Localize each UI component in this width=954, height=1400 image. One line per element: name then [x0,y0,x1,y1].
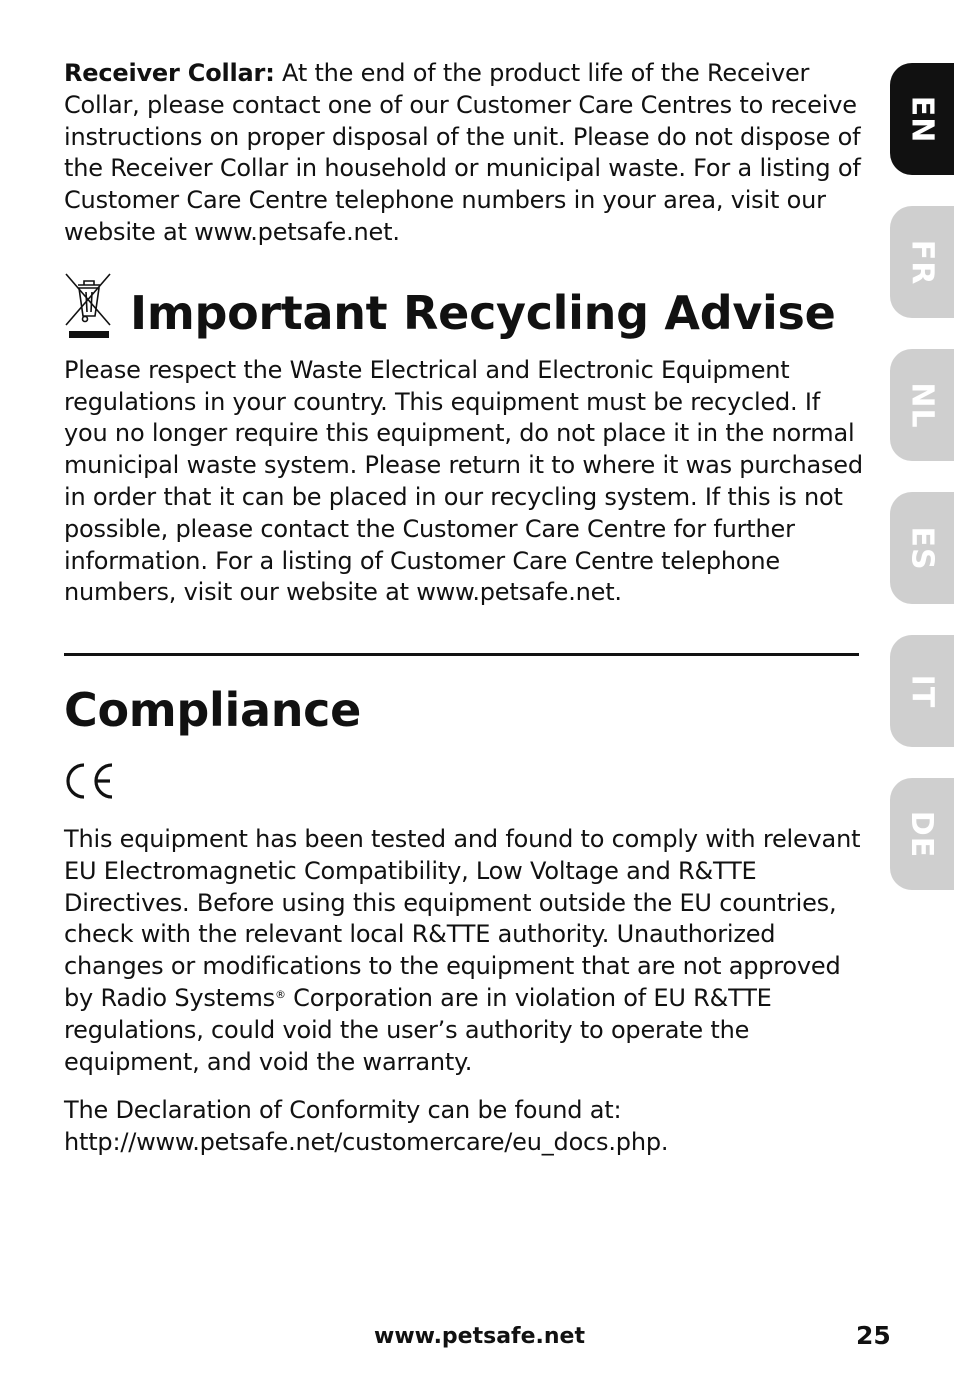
declaration-url: http://www.petsafe.net/customercare/eu_docs.php. [64,1127,669,1156]
receiver-collar-paragraph [64,58,864,249]
declaration-paragraph [64,1095,864,1159]
lang-tab-es[interactable] [890,492,954,604]
lang-tab-fr[interactable] [890,206,954,318]
receiver-collar-text: At the end of the product life of the Receiver Collar, please contact one of our Customer Care Centres to receive instructions on proper disposal of the unit. Please do not dispose of the Receiver Collar in household or municipal waste. For a listing of Customer Care Centre telephone numbers in your area, visit our website at www.petsafe.net. [64,59,861,246]
compliance-text-part1: This equipment has been tested and found to comply with relevant EU Electromagnetic Compatibility, Low Voltage and R&TTE Directives. Before using this equipment outside the EU countries, check with the relevant local R&TTE authority. Unauthorized changes or modifications to the equipment that are not approved by Radio Systems [64,825,861,1012]
declaration-line1: The Declaration of Conformity can be found at: [64,1096,622,1124]
main-content [64,58,864,609]
recycling-heading [64,271,864,341]
lang-tab-label: NL [904,381,940,429]
registered-mark: ® [274,987,286,1001]
compliance-title: Compliance [64,683,362,737]
page-number: 25 [856,1321,891,1350]
lang-tab-label: DE [904,810,940,858]
receiver-collar-label: Receiver Collar: [64,59,275,87]
compliance-text-part2: Corporation are in violation of EU R&TTE regulations, could void the user’s authority to operate the equipment, and void the warranty. [64,983,772,1076]
lang-tab-it[interactable] [890,635,954,747]
section-divider [64,653,859,656]
lang-tab-label: IT [904,674,940,708]
lang-tab-label: FR [904,239,940,285]
lang-tab-label: EN [904,95,940,143]
lang-tab-label: ES [904,525,940,571]
lang-tab-de[interactable] [890,778,954,890]
crossed-out-wheelie-bin-icon [64,271,114,341]
recycling-title: Important Recycling Advise [130,285,836,340]
lang-tab-nl[interactable] [890,349,954,461]
compliance-paragraph [64,824,864,1078]
ce-mark-icon [64,762,116,800]
lang-tab-en[interactable] [890,63,954,175]
footer-url: www.petsafe.net [374,1324,585,1349]
recycling-paragraph: Please respect the Waste Electrical and Electronic Equipment regulations in your country. This equipment must be recycled. If you no longer require this equipment, do not place it in the normal municipal waste system. Please return it to where it was purchased in order that it can be placed in our recycling system. If this is not possible, please contact the Customer Care Centre for further information. For a listing of Customer Care Centre telephone numbers, visit our website at www.petsafe.net. [64,355,863,607]
